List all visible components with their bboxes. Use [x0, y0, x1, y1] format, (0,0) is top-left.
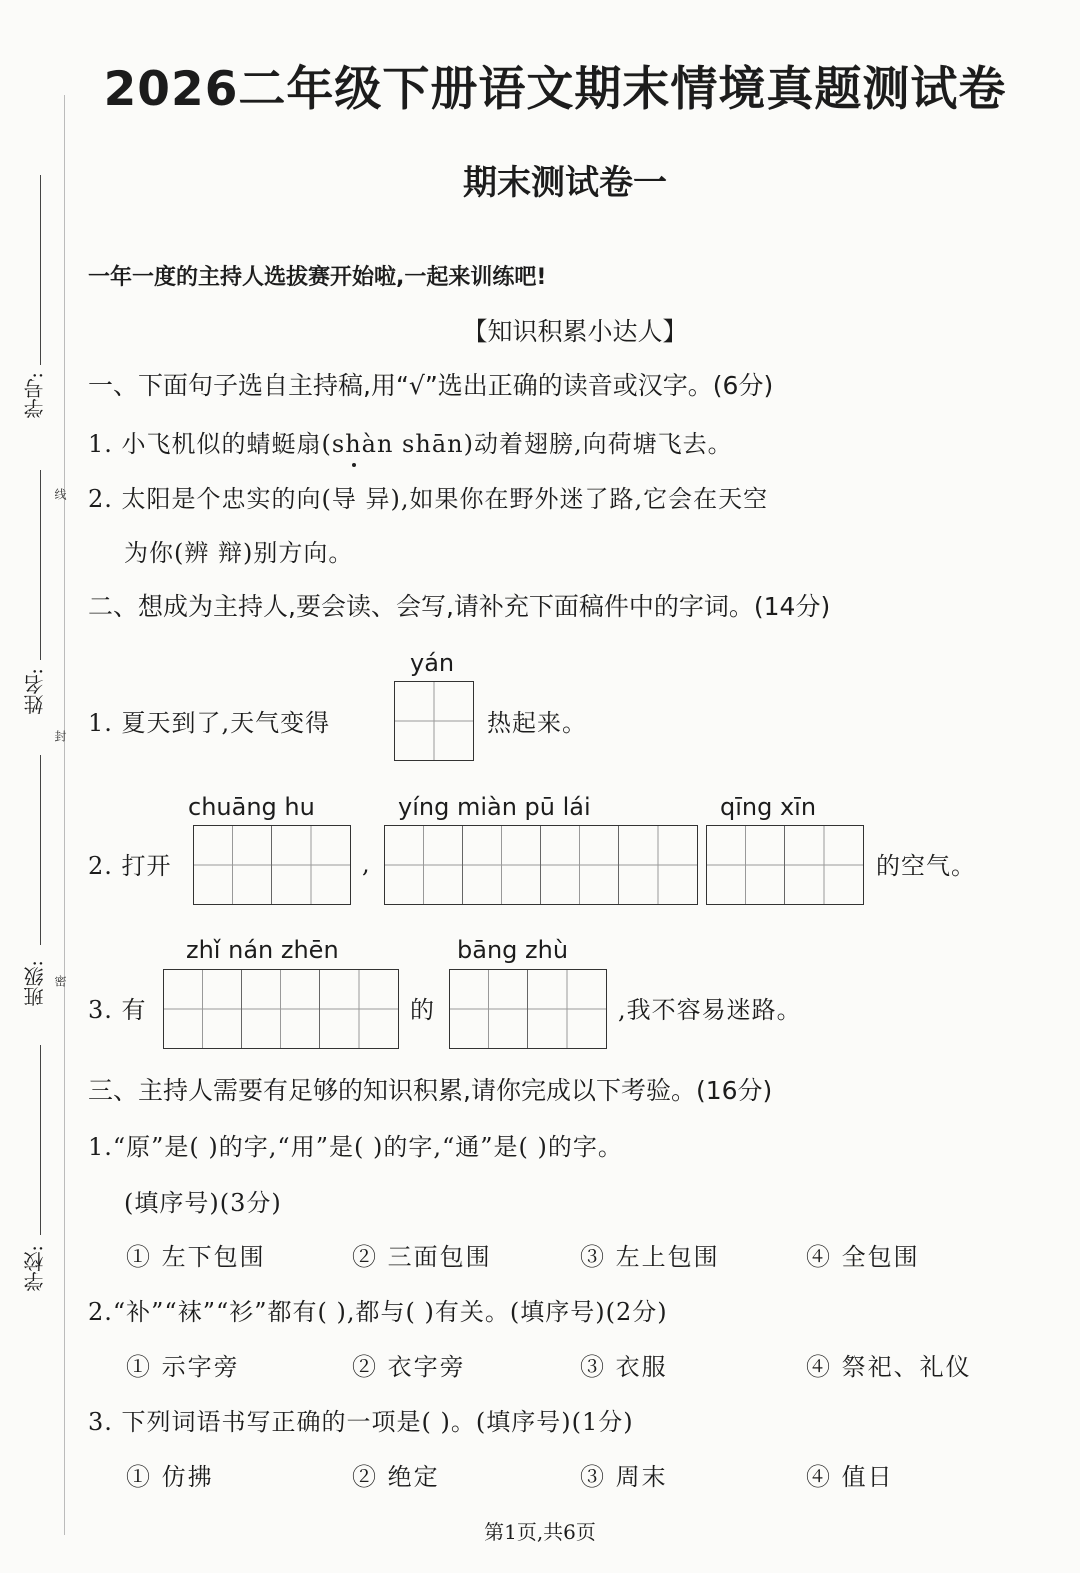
- q3-i3-opt4: ④ 值日: [806, 1463, 894, 1491]
- q2-s2-comma: ,: [362, 850, 371, 878]
- q2-s2-post: 的空气。: [876, 852, 976, 880]
- label-mi: 密: [53, 975, 67, 987]
- q2-s3-mid: 的: [410, 996, 435, 1024]
- grid-cell[interactable]: [619, 826, 697, 904]
- q3-item1b: (填序号)(3分): [124, 1189, 282, 1217]
- answer-grid-chuanghu[interactable]: [193, 825, 351, 905]
- label-xuexiao: 学校:: [23, 1245, 47, 1292]
- label-xian: 线: [53, 488, 67, 500]
- q3-i2-opt2: ② 衣字旁: [352, 1353, 466, 1381]
- pinyin-yan: yán: [410, 649, 455, 677]
- pinyin-yingmianpulai: yíng miàn pū lái: [398, 793, 591, 821]
- q3-i3-opt1: ① 仿拂: [126, 1463, 214, 1491]
- grid-cell[interactable]: [395, 682, 473, 760]
- grid-cell[interactable]: [242, 970, 320, 1048]
- grid-cell[interactable]: [707, 826, 785, 904]
- q1-item2a: 2. 太阳是个忠实的向(导 异),如果你在野外迷了路,它会在天空: [88, 485, 769, 513]
- q1-item2b: 为你(辨 辩)别方向。: [124, 539, 354, 567]
- answer-grid-zhinanzhen[interactable]: [163, 969, 399, 1049]
- q3-i2-opt3: ③ 衣服: [580, 1353, 668, 1381]
- grid-cell[interactable]: [272, 826, 350, 904]
- emphasis-dot: [352, 463, 356, 467]
- section-title: 【知识积累小达人】: [462, 317, 688, 346]
- pinyin-qingxin: qīng xīn: [720, 793, 817, 821]
- xuexiao-underline: [40, 1045, 41, 1235]
- grid-cell[interactable]: [385, 826, 463, 904]
- page-subtitle: 期末测试卷一: [463, 163, 667, 203]
- grid-cell[interactable]: [541, 826, 619, 904]
- intro-text: 一年一度的主持人选拔赛开始啦,一起来训练吧!: [88, 265, 547, 290]
- q1-item1: 1. 小飞机似的蜻蜓扇(shàn shān)动着翅膀,向荷塘飞去。: [88, 430, 733, 458]
- q2-s3-post: ,我不容易迷路。: [618, 996, 802, 1024]
- label-feng: 封: [53, 730, 67, 742]
- page-title: 2026二年级下册语文期末情境真题测试卷: [103, 62, 1007, 117]
- pinyin-zhinanzhen: zhǐ nán zhēn: [186, 936, 339, 964]
- grid-cell[interactable]: [528, 970, 606, 1048]
- q3-i1-opt2: ② 三面包围: [352, 1243, 492, 1271]
- q2-s1-post: 热起来。: [487, 709, 587, 737]
- label-xuehao: 学号:: [23, 372, 47, 419]
- q3-i3-opt2: ② 绝定: [352, 1463, 440, 1491]
- xingming-underline: [40, 470, 41, 660]
- q3-title: 三、主持人需要有足够的知识积累,请你完成以下考验。(16分): [88, 1076, 773, 1105]
- label-banji: 班级:: [23, 960, 47, 1007]
- grid-cell[interactable]: [194, 826, 272, 904]
- q1-title: 一、下面句子选自主持稿,用“√”选出正确的读音或汉字。(6分): [88, 371, 774, 400]
- pinyin-bangzhu: bāng zhù: [457, 936, 569, 964]
- answer-grid-yingmianpulai[interactable]: [384, 825, 698, 905]
- q3-i1-opt3: ③ 左上包围: [580, 1243, 720, 1271]
- grid-cell[interactable]: [320, 970, 398, 1048]
- q3-i1-opt4: ④ 全包围: [806, 1243, 920, 1271]
- answer-grid-bangzhu[interactable]: [449, 969, 607, 1049]
- q3-i2-opt1: ① 示字旁: [126, 1353, 240, 1381]
- q3-i3-opt3: ③ 周末: [580, 1463, 668, 1491]
- q2-s1-pre: 1. 夏天到了,天气变得: [88, 709, 331, 737]
- q3-i2-opt4: ④ 祭祀、礼仪: [806, 1353, 972, 1381]
- grid-cell[interactable]: [164, 970, 242, 1048]
- q3-item2: 2.“补”“袜”“衫”都有( ),都与( )有关。(填序号)(2分): [88, 1298, 668, 1326]
- margin-fold-line: [64, 95, 65, 1535]
- grid-cell[interactable]: [785, 826, 863, 904]
- answer-grid-yan[interactable]: [394, 681, 474, 761]
- pinyin-chuanghu: chuāng hu: [188, 793, 315, 821]
- q2-s3-pre: 3. 有: [88, 996, 147, 1024]
- banji-underline: [40, 755, 41, 945]
- q3-item3: 3. 下列词语书写正确的一项是( )。(填序号)(1分): [88, 1408, 634, 1436]
- grid-cell[interactable]: [450, 970, 528, 1048]
- q3-i1-opt1: ① 左下包围: [126, 1243, 266, 1271]
- q2-s2-pre: 2. 打开: [88, 852, 172, 880]
- grid-cell[interactable]: [463, 826, 541, 904]
- page-footer: 第1页,共6页: [484, 1520, 596, 1544]
- q3-item1: 1.“原”是( )的字,“用”是( )的字,“通”是( )的字。: [88, 1133, 623, 1161]
- q2-title: 二、想成为主持人,要会读、会写,请补充下面稿件中的字词。(14分): [88, 592, 831, 621]
- label-xingming: 姓名:: [23, 668, 47, 715]
- answer-grid-qingxin[interactable]: [706, 825, 864, 905]
